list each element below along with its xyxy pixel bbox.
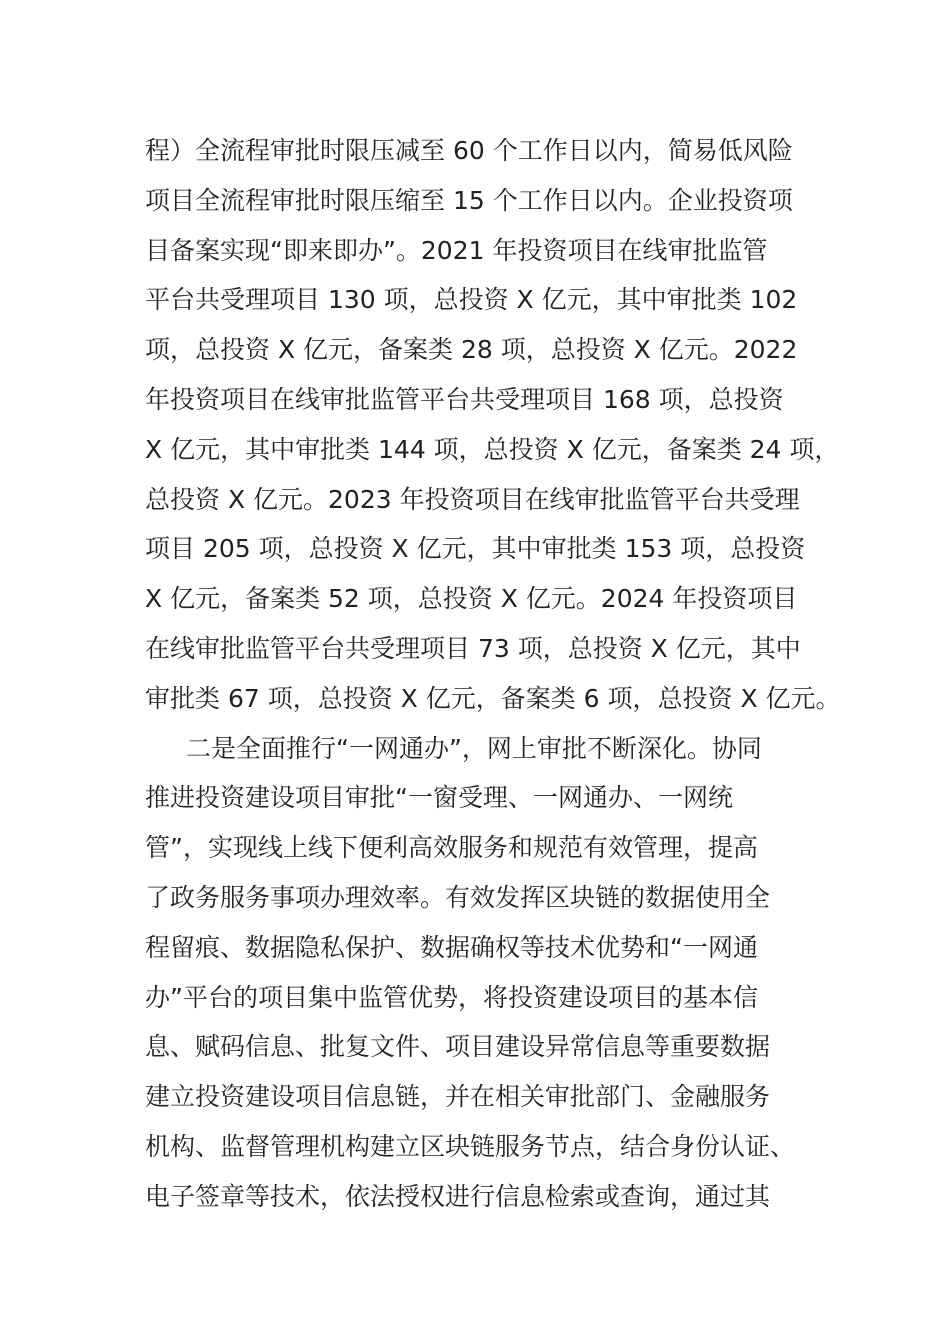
text-line: 平台共受理项目 130 项，总投资 X 亿元，其中审批类 102: [145, 285, 798, 315]
text-line: 管”，实现线上线下便利高效服务和规范有效管理，提高: [145, 833, 758, 863]
text-line: 目备案实现“即来即办”。2021 年投资项目在线审批监管: [145, 235, 768, 265]
text-line: 项目全流程审批时限压缩至 15 个工作日以内。企业投资项: [145, 185, 793, 215]
text-line: 年投资项目在线审批监管平台共受理项目 168 项，总投资: [145, 384, 784, 414]
text-line: 了政务服务事项办理效率。有效发挥区块链的数据使用全: [145, 882, 771, 912]
text-line: 程）全流程审批时限压减至 60 个工作日以内，简易低风险: [145, 136, 793, 165]
text-line: 项，总投资 X 亿元，备案类 28 项，总投资 X 亿元。2022: [145, 335, 798, 365]
text-line: 程留痕、数据隐私保护、数据确权等技术优势和“一网通: [145, 932, 758, 962]
text-line: X 亿元，其中审批类 144 项，总投资 X 亿元，备案类 24 项，: [145, 434, 840, 464]
text-line: X 亿元，备案类 52 项，总投资 X 亿元。2024 年投资项目: [145, 584, 798, 614]
text-line: 审批类 67 项，总投资 X 亿元，备案类 6 项，总投资 X 亿元。: [145, 683, 841, 713]
text-line: 在线审批监管平台共受理项目 73 项，总投资 X 亿元，其中: [145, 633, 801, 663]
text-line: 总投资 X 亿元。2023 年投资项目在线审批监管平台共受理: [145, 484, 800, 514]
paragraph-start-line: 二是全面推行“一网通办”，网上审批不断深化。协同: [186, 733, 762, 763]
text-line: 建立投资建设项目信息链，并在相关审批部门、金融服务: [145, 1082, 771, 1112]
body-text: [145, 126, 845, 1222]
text-line: 息、赋码信息、批复文件、项目建设异常信息等重要数据: [145, 1032, 771, 1062]
text-line: 办”平台的项目集中监管优势，将投资建设项目的基本信: [145, 982, 758, 1012]
text-line: 电子签章等技术，依法授权进行信息检索或查询，通过其: [145, 1181, 771, 1211]
text-line: 机构、监督管理机构建立区块链服务节点，结合身份认证、: [145, 1131, 796, 1161]
text-line: 推进投资建设项目审批“一窗受理、一网通办、一网统: [145, 783, 733, 813]
text-line: 项目 205 项，总投资 X 亿元，其中审批类 153 项，总投资: [145, 534, 806, 564]
